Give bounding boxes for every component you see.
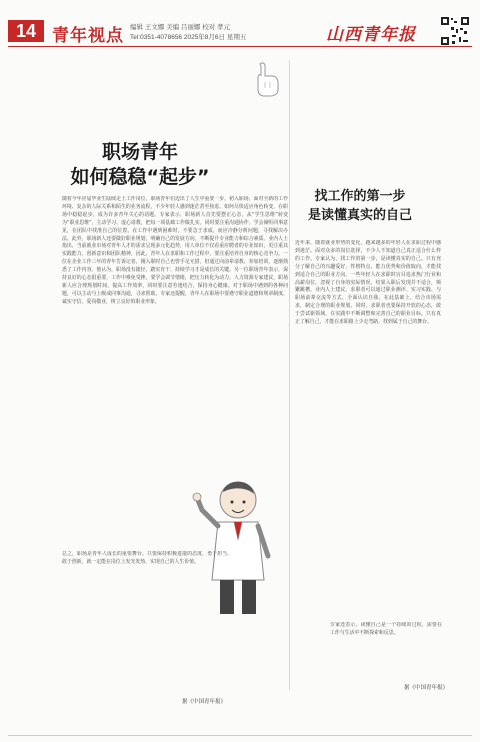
left-article-credit: 据《中国青年报》 (182, 699, 227, 705)
page-number: 14 (8, 20, 44, 42)
qr-code-icon (440, 16, 470, 46)
left-article-body: 随着今年应届毕业生陆续走上工作岗位，职场青年们迈出了人生中重要一步。初入职场，面对全新的工作环境、复杂的人际关系和陌生的业务流程，不少年轻人感到迷茫甚至焦虑。如何尽快适应角色转变，在职场中稳稳起步，成为许多青年关心的话题。专家表示，职场新人首先要摆正心态，从“学生思维”转变为“职业思维”，主动学习、虚心请教，把每一项基础工作做扎实。同时要注重沟通协作，学会倾听同事意见，在团队中找准自己的位置。在工作中遇到困难时，不要急于求成，而应冷静分析问题，寻找解决办法。此外，职场新人还要做好职业规划，明确自己的发展方向，不断提升专业能力和综合素质。业内人士指出，当前就业市场对青年人才的需求呈现多元化趋势，用人单位不仅看重应聘者的专业知识，更注重其实践能力、创新意识和团队精神。因此，青年人在求职和工作过程中，要注重培养自身的核心竞争力。一位在企业工作三年的青年告诉记者，刚入职时自己也曾手足无措，但通过向前辈请教、参加培训，逐渐熟悉了工作内容。他认为，职场没有捷径，踏实肯干、持续学习才是成长的关键。另一位职场青年表示，保持良好的心态很重要，工作中难免受挫，要学会调节情绪，把压力转化为动力。人力资源专家建议，职场新人应合理规划时间，提高工作效率，同时要注意劳逸结合，保持身心健康。对于职场中遇到的各种问题，可以主动与上级或同事沟通，寻求帮助。专家还提醒，青年人在职场中要遵守职业道德和规章制度，诚实守信、爱岗敬业，树立良好的职业形象。 (62, 196, 288, 305)
pointing-hand-icon (252, 60, 286, 98)
left-title-line2: 如何稳稳“起步” (70, 166, 210, 188)
newspaper-logo: 山西青年报 (326, 25, 416, 45)
page-header (0, 0, 480, 46)
editors-line: 编辑 王文娜 美编 吕丽娜 校对 孝元 (130, 24, 231, 31)
right-article-title (280, 187, 440, 225)
right-article-body-end: 专家还表示，读懂自己是一个持续的过程，需要在工作与生活中不断探索和反思。 (330, 622, 442, 636)
header-rule (8, 46, 472, 47)
left-article-title (40, 140, 240, 190)
right-title-line1: 找工作的第一步 (314, 189, 406, 204)
footer-rule (8, 735, 472, 736)
right-article-credit: 据《中国青年报》 (404, 685, 449, 691)
section-title: 青年视点 (52, 26, 124, 46)
left-article-body-end: 总之，职场是青年人成长的重要舞台。只要保持积极进取的态度，勇于担当、敢于创新，就一定能在岗位上发光发热，实现自己的人生价值。 (62, 551, 232, 565)
right-article-body: 近年来，随着就业形势的变化，越来越多的年轻人在求职过程中感到迷茫。面对众多的岗位选择，不少人不知道自己真正适合什么样的工作。专家认为，找工作的第一步，是读懂真实的自己。只有充分了解自己的兴趣爱好、性格特点、能力优势和价值取向，才能找到适合自己的职业方向。一些年轻人在求职时盲目追求热门行业和高薪岗位，忽视了自身的实际情况，结果入职后发现并不适合，频繁跳槽。业内人士建议，求职者可以通过职业测评、实习实践、与职场前辈交流等方式，全面认识自我。在此基础上，结合市场需求，制定合理的职业规划。同时，求职者也要保持开放的心态，敢于尝试新领域，在实践中不断调整和完善自己的职业目标。只有真正了解自己，才能在求职路上少走弯路，找到属于自己的舞台。 (295, 240, 441, 326)
left-title-line1: 职场青年 (101, 141, 178, 163)
contact-date-line: Tel:0351-4078656 2025年8月6日 星期五 (130, 34, 247, 41)
right-title-line2: 是读懂真实的自己 (307, 208, 412, 223)
column-divider (289, 60, 290, 690)
